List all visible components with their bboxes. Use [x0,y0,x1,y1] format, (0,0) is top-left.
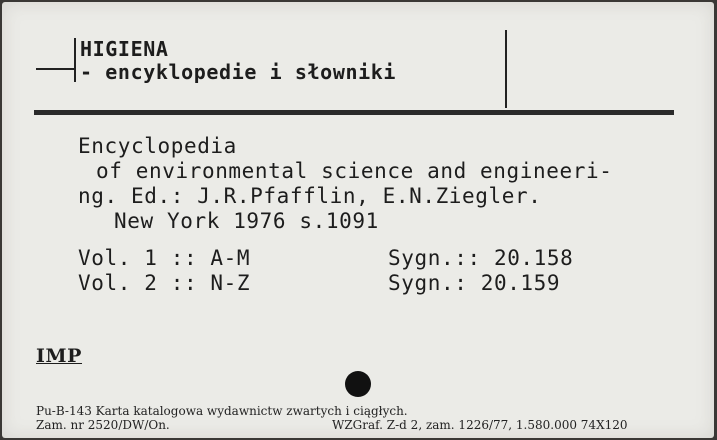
heading-subdivision: - encyklopedie i słowniki [80,60,397,84]
entry-title: Encyclopedia [78,134,237,158]
volume-2: Vol. 2 :: N-Z [78,271,251,295]
stamp-imp: IMP [36,345,83,367]
footer-form-number: Pu-B-143 Karta katalogowa wydawnictw zwartych i ciągłych. [36,404,408,418]
card-punch-hole [345,371,371,397]
footer-printer: WZGraf. Z-d 2, zam. 1226/77, 1.580.000 74X120 [332,418,628,432]
heading-tab-rule [36,68,76,70]
entry-editors: ng. Ed.: J.R.Pfafflin, E.N.Ziegler. [78,184,542,208]
heading-left-rule [74,38,76,82]
heading-separator [34,110,674,115]
entry-imprint: New York 1976 s.1091 [114,209,379,233]
volume-1-shelfmark: Sygn.:: 20.158 [388,246,574,270]
catalog-card [2,2,714,438]
volume-2-shelfmark: Sygn.: 20.159 [388,271,561,295]
entry-title-cont: of environmental science and engineeri- [96,159,613,183]
volume-1: Vol. 1 :: A-M [78,246,251,270]
heading-subject: HIGIENA [80,37,169,61]
heading-divider-rule [505,30,507,108]
footer-order-number: Zam. nr 2520/DW/On. [36,418,170,432]
